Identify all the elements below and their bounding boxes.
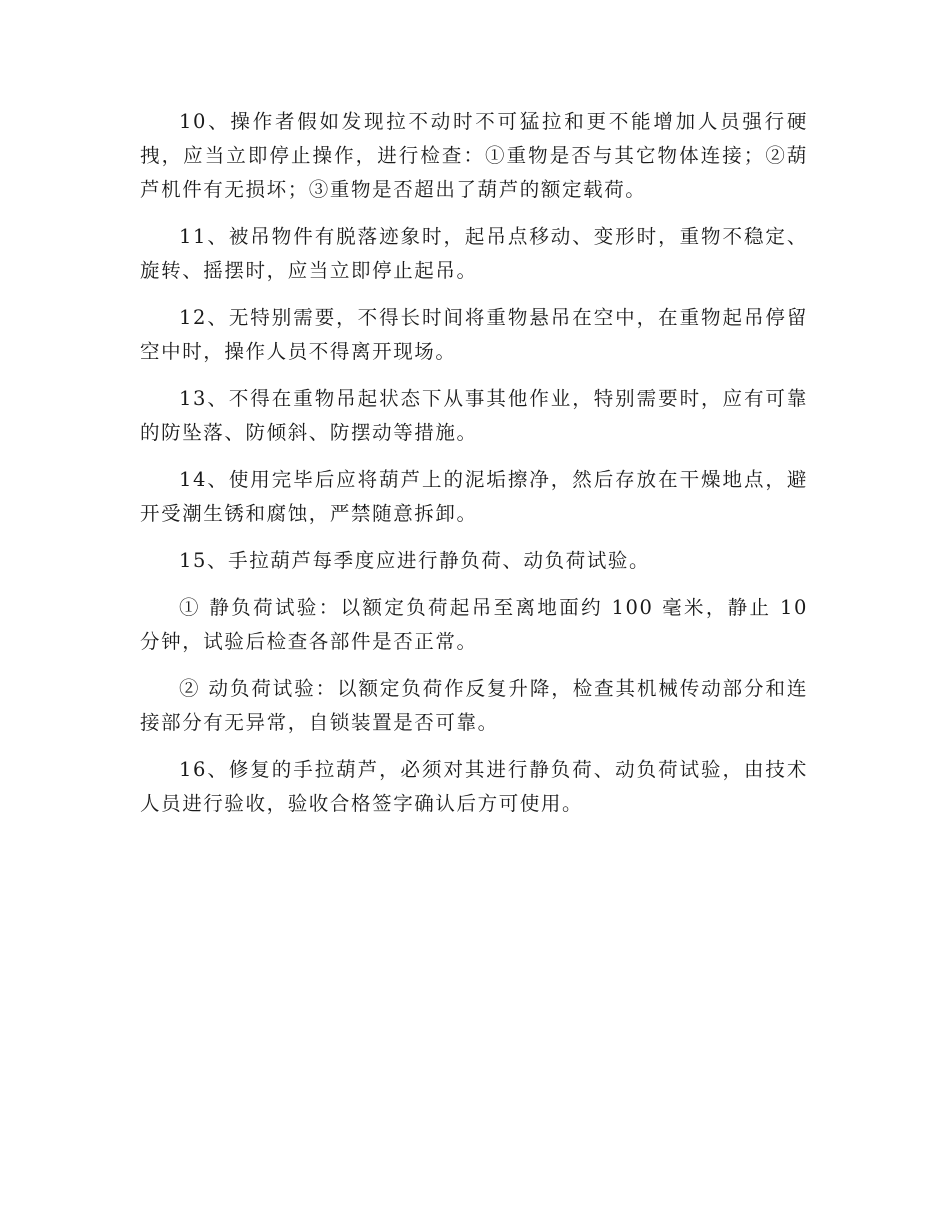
paragraph-item-16: 16、修复的手拉葫芦，必须对其进行静负荷、动负荷试验，由技术人员进行验收，验收合格签字确认后方可使用。 — [140, 758, 808, 815]
paragraph-item-11: 11、被吊物件有脱落迹象时，起吊点移动、变形时，重物不稳定、旋转、摇摆时，应当立即停止起吊。 — [140, 225, 808, 282]
paragraph-item-13: 13、不得在重物吊起状态下从事其他作业，特别需要时，应有可靠的防坠落、防倾斜、防摆动等措施。 — [140, 387, 808, 444]
paragraph-item-12: 12、无特别需要，不得长时间将重物悬吊在空中，在重物起吊停留空中时，操作人员不得离开现场。 — [140, 306, 808, 363]
paragraph-static-load-test: ① 静负荷试验：以额定负荷起吊至离地面约 100 毫米，静止 10 分钟，试验后检查各部件是否正常。 — [140, 596, 808, 653]
document-body — [140, 105, 808, 834]
paragraph-item-15: 15、手拉葫芦每季度应进行静负荷、动负荷试验。 — [179, 549, 651, 572]
paragraph-dynamic-load-test: ② 动负荷试验：以额定负荷作反复升降，检查其机械传动部分和连接部分有无异常，自锁装置是否可靠。 — [140, 677, 808, 734]
paragraph-item-10: 10、操作者假如发现拉不动时不可猛拉和更不能增加人员强行硬拽，应当立即停止操作，进行检查：①重物是否与其它物体连接；②葫芦机件有无损坏；③重物是否超出了葫芦的额定载荷。 — [140, 110, 808, 201]
paragraph-item-14: 14、使用完毕后应将葫芦上的泥垢擦净，然后存放在干燥地点，避开受潮生锈和腐蚀，严禁随意拆卸。 — [140, 468, 808, 525]
